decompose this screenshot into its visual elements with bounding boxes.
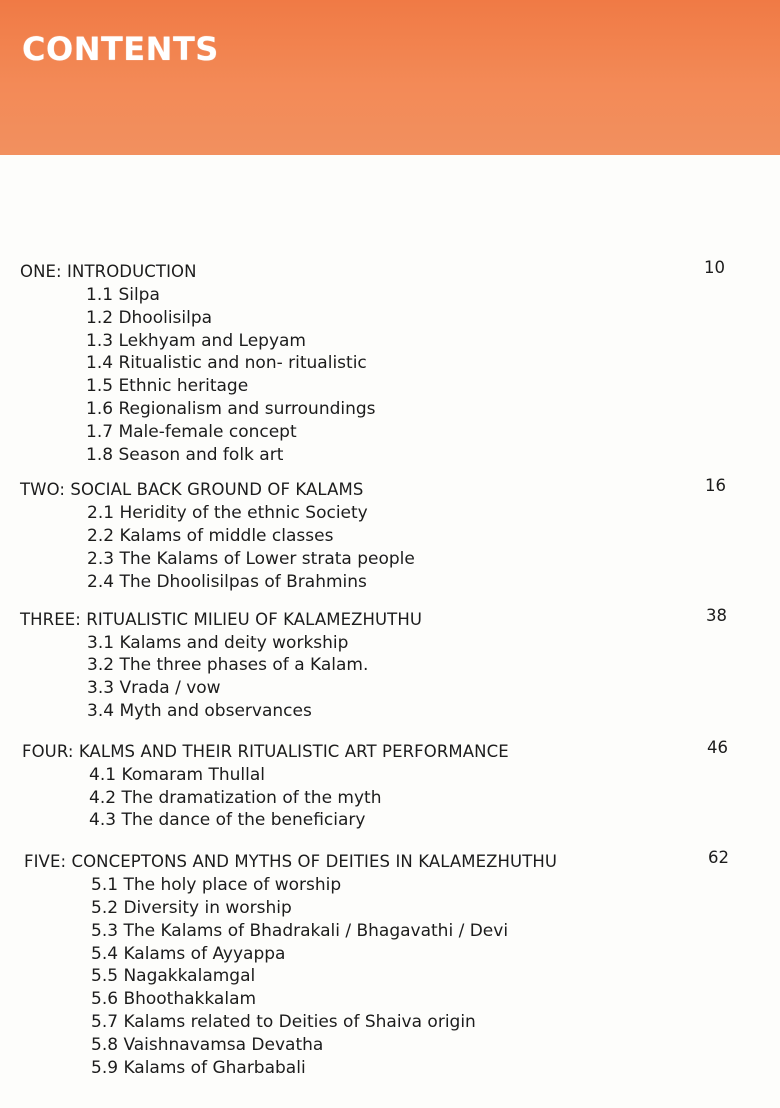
chapter-page-number: 38: [706, 605, 727, 625]
chapter-five: [0, 848, 780, 1079]
chapter-title: FIVE: CONCEPTONS AND MYTHS OF DEITIES IN KALAMEZHUTHU: [24, 852, 558, 872]
section-item: 2.2 Kalams of middle classes: [87, 526, 334, 547]
section-item: 5.8 Vaishnavamsa Devatha: [91, 1034, 324, 1055]
section-list: [0, 874, 780, 1079]
section-item: 5.6 Bhoothakkalam: [91, 989, 257, 1010]
section-item: 5.2 Diversity in worship: [91, 897, 292, 918]
chapter-page-number: 62: [708, 848, 729, 868]
section-item: 1.4 Ritualistic and non- ritualistic: [86, 353, 367, 374]
chapter-heading: [0, 606, 780, 632]
section-list: [0, 764, 780, 832]
chapter-heading: [0, 848, 780, 874]
section-list: [0, 284, 780, 466]
section-item: 1.2 Dhoolisilpa: [86, 307, 213, 328]
chapter-heading: [0, 738, 780, 764]
section-item: 3.3 Vrada / vow: [87, 678, 221, 699]
chapter-three: [0, 606, 780, 723]
section-item: 1.7 Male-female concept: [86, 421, 297, 442]
section-item: 5.7 Kalams related to Deities of Shaiva origin: [91, 1011, 476, 1032]
section-item: 2.1 Heridity of the ethnic Society: [87, 503, 368, 524]
table-of-contents: [0, 258, 780, 1079]
chapter-one: [0, 258, 780, 466]
header-banner: [0, 0, 780, 155]
section-item: 5.9 Kalams of Gharbabali: [91, 1057, 306, 1078]
section-item: 2.4 The Dhoolisilpas of Brahmins: [87, 571, 367, 592]
section-item: 1.1 Silpa: [86, 285, 160, 305]
section-list: [0, 632, 780, 723]
section-item: 5.1 The holy place of worship: [91, 875, 342, 896]
chapter-page-number: 10: [704, 258, 725, 277]
section-item: 3.4 Myth and observances: [87, 700, 312, 721]
section-item: 2.3 The Kalams of Lower strata people: [87, 548, 415, 569]
section-item: 4.2 The dramatization of the myth: [89, 787, 382, 808]
chapter-title: TWO: SOCIAL BACK GROUND OF KALAMS: [20, 480, 364, 500]
section-item: 1.8 Season and folk art: [86, 444, 284, 465]
chapter-title: THREE: RITUALISTIC MILIEU OF KALAMEZHUTHU: [20, 609, 423, 629]
section-item: 4.1 Komaram Thullal: [89, 764, 266, 785]
section-item: 3.2 The three phases of a Kalam.: [87, 655, 369, 676]
section-item: 4.3 The dance of the beneficiary: [89, 810, 366, 831]
chapter-page-number: 16: [705, 476, 726, 496]
chapter-heading: [0, 258, 780, 284]
section-item: 5.4 Kalams of Ayyappa: [91, 943, 286, 964]
chapter-heading: [0, 476, 780, 502]
chapter-page-number: 46: [707, 737, 728, 757]
section-item: 5.3 The Kalams of Bhadrakali / Bhagavathi / Devi: [91, 920, 509, 941]
section-item: 1.3 Lekhyam and Lepyam: [86, 330, 306, 351]
section-item: 5.5 Nagakkalamgal: [91, 966, 256, 987]
page-title: CONTENTS: [22, 30, 219, 68]
section-item: 1.6 Regionalism and surroundings: [86, 398, 376, 419]
chapter-two: [0, 476, 780, 593]
section-item: 3.1 Kalams and deity workship: [87, 632, 349, 653]
chapter-title: FOUR: KALMS AND THEIR RITUALISTIC ART PERFORMANCE: [22, 741, 509, 761]
chapter-title: ONE: INTRODUCTION: [20, 262, 197, 281]
chapter-four: [0, 738, 780, 832]
section-list: [0, 502, 780, 593]
section-item: 1.5 Ethnic heritage: [86, 376, 249, 397]
